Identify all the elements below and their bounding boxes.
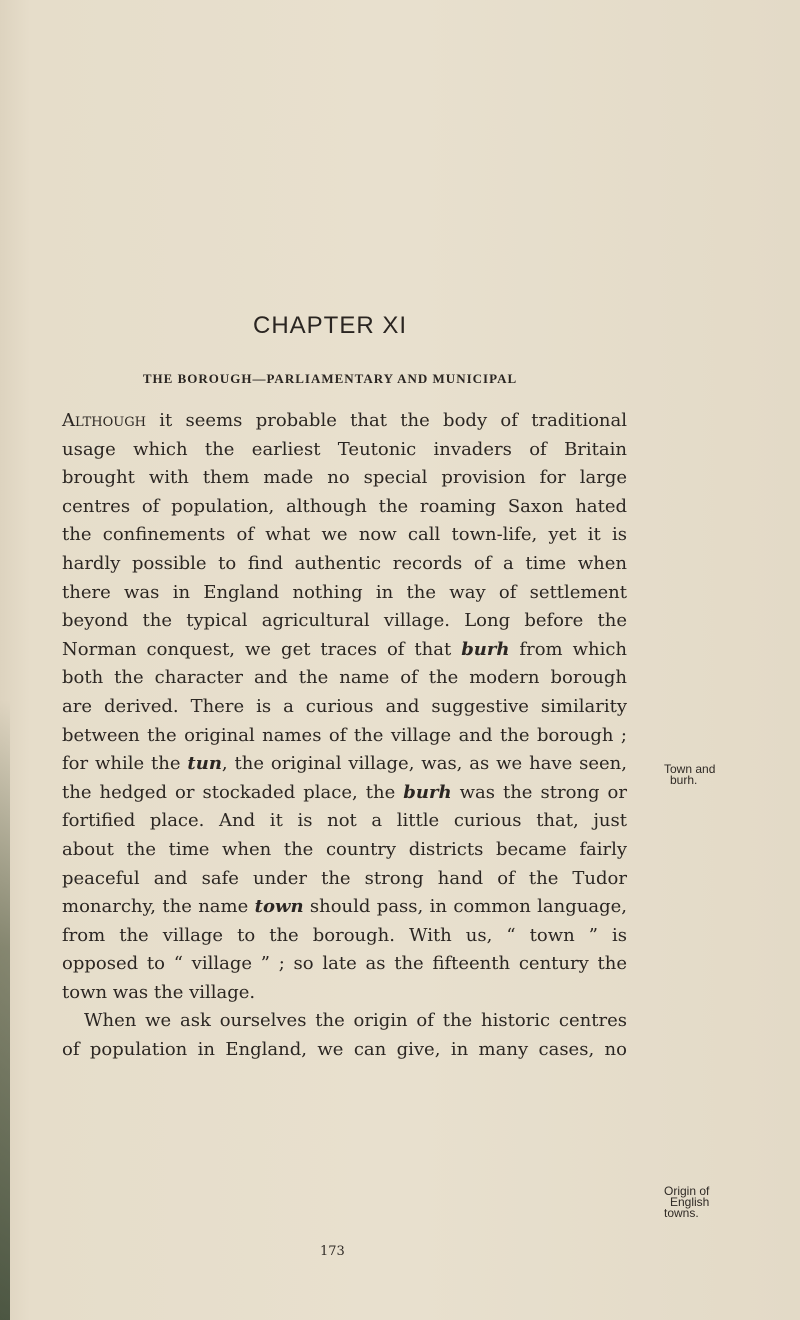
opening-word: Although — [62, 410, 146, 431]
text-line: monarchy, the name town should pass, in common language, — [62, 896, 627, 918]
text-line: the hedged or stockaded place, the burh was the strong or — [62, 781, 627, 803]
text-line: usage which the earliest Teutonic invaders of Britain — [62, 438, 627, 460]
margin-note-town-and-burh: Town and burh. — [664, 762, 716, 787]
text-line: hardly possible to find authentic records of a time when — [62, 552, 627, 574]
text-line: there was in England nothing in the way of settlement — [62, 581, 627, 603]
text-line: When we ask ourselves the origin of the historic centres — [84, 1010, 627, 1032]
text-line: from the village to the borough. With us, “ town ” is — [62, 924, 627, 946]
text-line: brought with them made no special provision for large — [62, 467, 627, 489]
page-number: 173 — [320, 1244, 345, 1259]
text-line: for while the tun, the original village, was, as we have seen, — [62, 753, 627, 775]
text-line: about the time when the country districts became fairly — [62, 838, 627, 860]
text-line: fortified place. And it is not a little curious that, just — [62, 810, 627, 832]
gutter-shadow — [0, 700, 10, 1320]
text-line: town was the village. — [62, 981, 256, 1003]
text-line: beyond the typical agricultural village. Long before the — [62, 610, 627, 632]
text-line: both the character and the name of the modern borough — [62, 667, 627, 689]
margin-note-origin-of-towns: Origin of English towns. — [664, 1184, 710, 1220]
text-line: the confinements of what we now call town-life, yet it is — [62, 524, 627, 546]
text-line: are derived. There is a curious and suggestive similarity — [62, 695, 627, 717]
chapter-heading: CHAPTER XI — [252, 312, 408, 339]
text-line: Although it seems probable that the body of traditional — [62, 410, 627, 431]
text-line: centres of population, although the roaming Saxon hated — [62, 495, 627, 517]
body-text — [62, 407, 627, 1065]
text-line: opposed to “ village ” ; so late as the fifteenth century the — [62, 953, 627, 975]
chapter-subtitle: THE BOROUGH—PARLIAMENTARY AND MUNICIPAL — [142, 371, 518, 386]
text-line: of population in England, we can give, in many cases, no — [62, 1039, 627, 1061]
text-line: peaceful and safe under the strong hand of the Tudor — [62, 867, 627, 889]
text-line: between the original names of the village and the borough ; — [62, 724, 627, 746]
text-line: Norman conquest, we get traces of that burh from which — [62, 638, 628, 660]
